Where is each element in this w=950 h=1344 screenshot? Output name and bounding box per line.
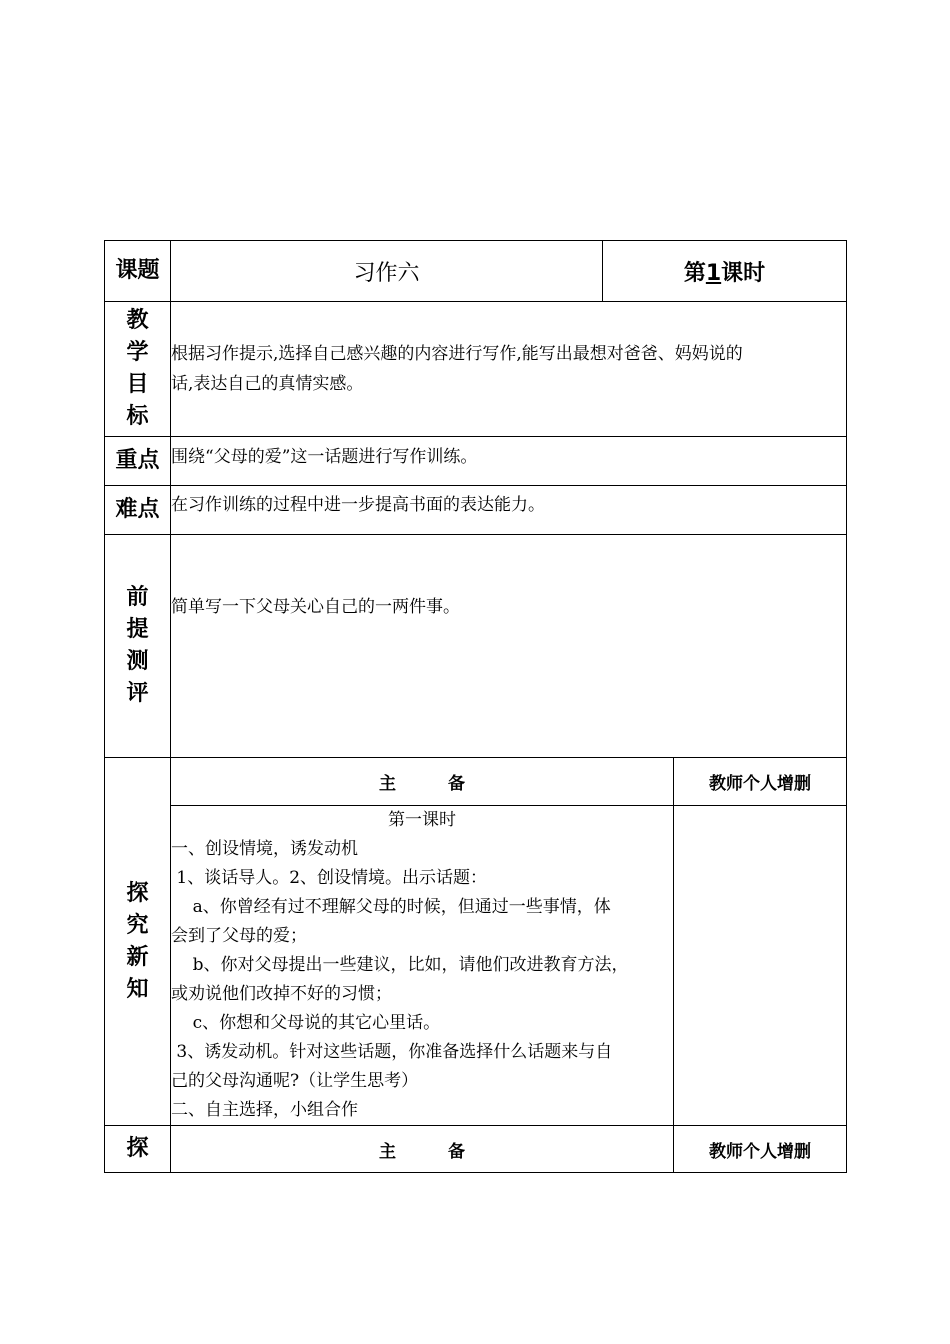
main-prep-char: 主 bbox=[379, 1141, 396, 1162]
topic-label: 课题 bbox=[105, 241, 171, 302]
explore-label-char: 究 bbox=[126, 912, 149, 938]
next-teacher-edit-header: 教师个人增删 bbox=[674, 1126, 847, 1173]
goals-label bbox=[105, 302, 171, 437]
content-line: b、你对父母提出一些建议，比如，请他们改进教育方法， bbox=[171, 955, 629, 975]
main-prep-char: 主 bbox=[379, 774, 396, 794]
pretest-label bbox=[105, 535, 171, 758]
content-line: 己的父母沟通呢?（让学生思考） bbox=[171, 1071, 419, 1091]
next-section-label: 探 bbox=[105, 1126, 171, 1173]
difficulty-text: 在习作训练的过程中进一步提高书面的表达能力。 bbox=[171, 486, 847, 535]
pretest-label-char: 提 bbox=[126, 617, 149, 642]
lesson-suffix: 课时 bbox=[721, 260, 766, 286]
pretest-row bbox=[105, 535, 847, 758]
content-line: 或劝说他们改掉不好的习惯； bbox=[171, 984, 392, 1004]
key-point-text: 围绕“父母的爱”这一话题进行写作训练。 bbox=[171, 437, 847, 486]
goals-line: 话,表达自己的真情实感。 bbox=[171, 374, 364, 394]
difficulty-label: 难点 bbox=[105, 486, 171, 535]
goals-label-char: 标 bbox=[126, 404, 149, 429]
next-main-prep-header bbox=[171, 1126, 674, 1173]
goals-label-char: 教 bbox=[126, 308, 149, 333]
key-point-label: 重点 bbox=[105, 437, 171, 486]
next-section-row bbox=[105, 1126, 847, 1173]
goals-row bbox=[105, 302, 847, 437]
lesson-number-value: 1 bbox=[705, 260, 722, 286]
goals-text bbox=[171, 302, 847, 437]
teacher-edit-header: 教师个人增删 bbox=[674, 758, 847, 806]
content-line: 3、诱发动机。针对这些话题，你准备选择什么话题来与自 bbox=[171, 1042, 613, 1062]
explore-header-row bbox=[105, 758, 847, 806]
content-line: 1、谈话导人。2、创设情境。出示话题： bbox=[171, 868, 488, 888]
lesson-plan-table bbox=[104, 240, 847, 1173]
goals-line: 根据习作提示,选择自己感兴趣的内容进行写作,能写出最想对爸爸、妈妈说的 bbox=[171, 344, 743, 364]
pretest-text: 简单写一下父母关心自己的一两件事。 bbox=[171, 535, 847, 758]
teacher-edit-cell bbox=[674, 806, 847, 1126]
goals-label-char: 目 bbox=[126, 372, 149, 397]
topic-row bbox=[105, 241, 847, 302]
main-prep-header bbox=[171, 758, 674, 806]
content-line: c、你想和父母说的其它心里话。 bbox=[171, 1013, 441, 1033]
pretest-label-char: 前 bbox=[126, 585, 149, 610]
explore-label-char: 知 bbox=[126, 976, 149, 1002]
lesson-period-heading: 第一课时 bbox=[388, 810, 456, 830]
content-line: 一、创设情境，诱发动机 bbox=[171, 839, 358, 859]
lesson-prefix: 第 bbox=[683, 260, 706, 286]
pretest-label-char: 测 bbox=[126, 649, 149, 674]
main-prep-char: 备 bbox=[448, 774, 465, 794]
lesson-number bbox=[603, 241, 847, 302]
explore-content bbox=[171, 806, 674, 1126]
main-prep-char: 备 bbox=[448, 1141, 465, 1162]
goals-label-char: 学 bbox=[126, 340, 149, 365]
explore-label-char: 新 bbox=[126, 944, 149, 970]
key-point-row bbox=[105, 437, 847, 486]
topic-title: 习作六 bbox=[171, 241, 603, 302]
explore-content-row bbox=[105, 806, 847, 1126]
explore-label-char: 探 bbox=[126, 880, 149, 906]
content-line: a、你曾经有过不理解父母的时候，但通过一些事情，体 bbox=[171, 897, 611, 917]
explore-label bbox=[105, 758, 171, 1126]
content-line: 二、自主选择，小组合作 bbox=[171, 1100, 358, 1120]
content-line: 会到了父母的爱； bbox=[171, 926, 307, 946]
pretest-label-char: 评 bbox=[126, 681, 149, 706]
difficulty-row bbox=[105, 486, 847, 535]
